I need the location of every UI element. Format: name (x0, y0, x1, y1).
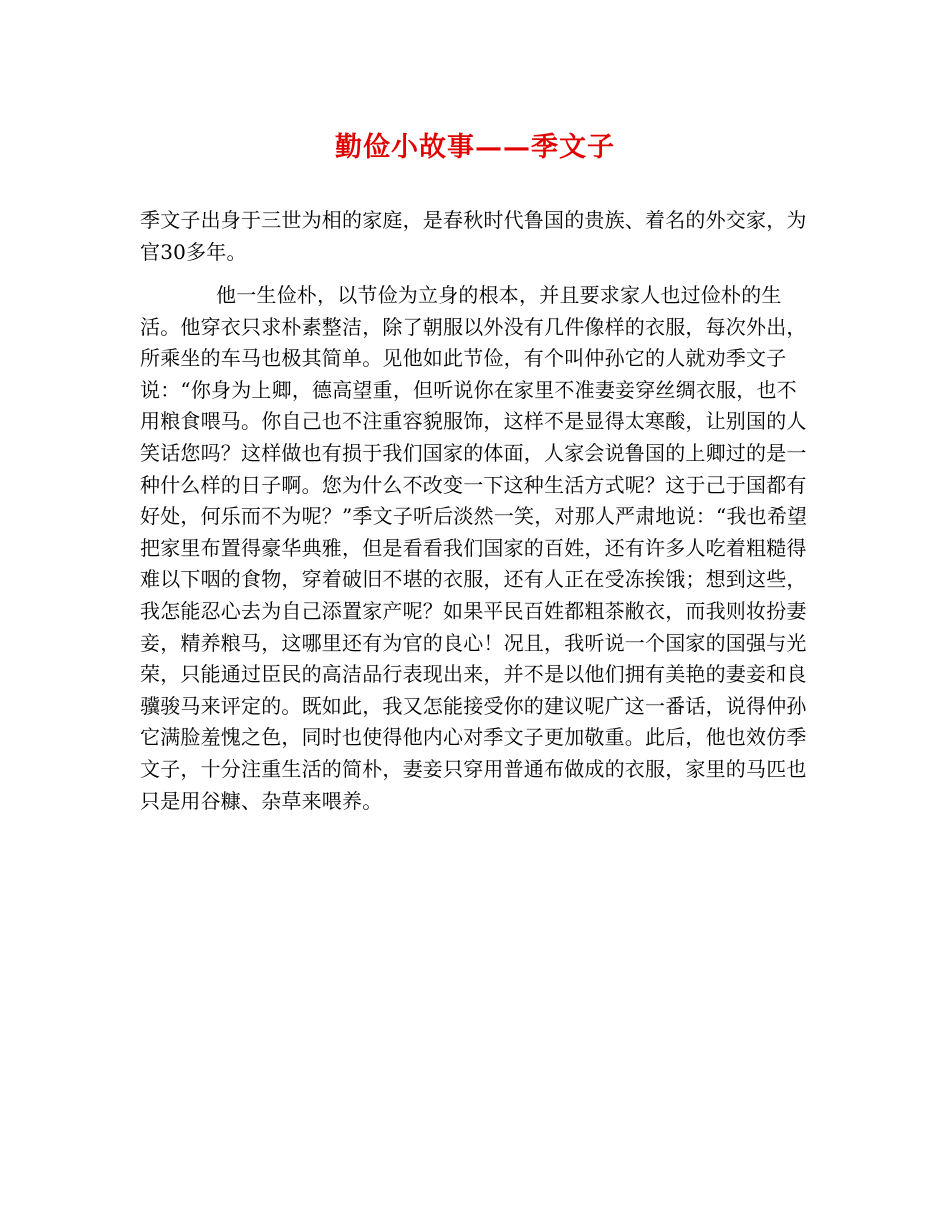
document-title: 勤俭小故事——季文子 (335, 132, 615, 163)
paragraph-intro: 季文子出身于三世为相的家庭，是春秋时代鲁国的贵族、着名的外交家，为官30多年。 (140, 208, 807, 264)
paragraph-story: 他一生俭朴，以节俭为立身的根本，并且要求家人也过俭朴的生活。他穿衣只求朴素整洁，除了朝服以外没有几件像样的衣服，每次外出，所乘坐的车马也极其简单。见他如此节俭，有个叫仲孙它的人就劝季文子说：“你身为上卿，德高望重，但听说你在家里不准妻妾穿丝绸衣服，也不用粮食喂马。你自己也不注重容貌服饰，这样不是显得太寒酸，让别国的人笑话您吗？这样做也有损于我们国家的体面，人家会说鲁国的上卿过的是一种什么样的日子啊。您为什么不改变一下这种生活方式呢？这于己于国都有好处，何乐而不为呢？”季文子听后淡然一笑，对那人严肃地说：“我也希望把家里布置得豪华典雅，但是看看我们国家的百姓，还有许多人吃着粗糙得难以下咽的食物，穿着破旧不堪的衣服，还有人正在受冻挨饿；想到这些，我怎能忍心去为自己添置家产呢？如果平民百姓都粗茶敝衣，而我则妆扮妻妾，精养粮马，这哪里还有为官的良心！况且，我听说一个国家的国强与光荣，只能通过臣民的高洁品行表现出来，并不是以他们拥有美艳的妻妾和良骥骏马来评定的。既如此，我又怎能接受你的建议呢广这一番话，说得仲孙它满脸羞愧之色，同时也使得他内心对季文子更加敬重。此后，他也效仿季文子，十分注重生活的简朴，妻妾只穿用普通布做成的衣服，家里的马匹也只是用谷糠、杂草来喂养。 (140, 283, 808, 813)
